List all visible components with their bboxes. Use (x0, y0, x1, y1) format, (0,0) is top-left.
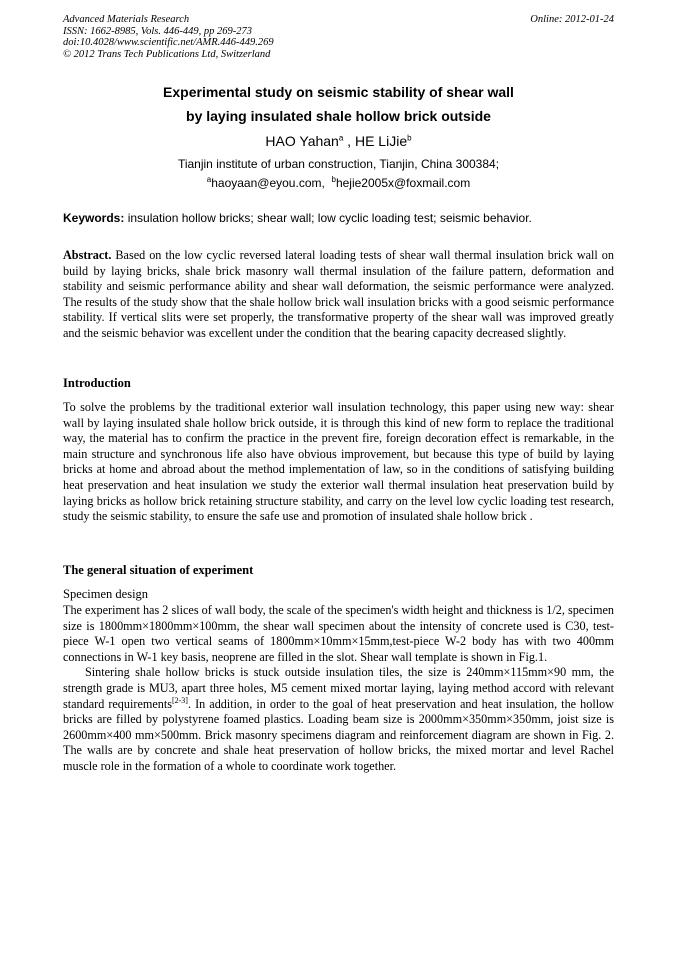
copyright-line: © 2012 Trans Tech Publications Ltd, Switzerland (63, 48, 271, 60)
introduction-paragraph: To solve the problems by the traditional exterior wall insulation technology, this paper using new way: shear wall by laying insulated shale hollow brick outside, it is through this kind of new form to replace the traditional way, the material has to confirm the practice in the prevent fire, foreign decoration effect is remarkable, in the main structure and synchronous life also have obvious improvement, but because this type of build by laying bricks at home and abroad about the method implementation of law, so in the conditions of satisfying building heat preservation and heat insulation we study the exterior wall thermal insulation heat preservation build by laying bricks as hollow brick retaining structure stability, and carry on the level low cyclic loading test research, study the seismic stability, to ensure the safe use and promotion of insulated shale hollow brick . (63, 400, 614, 524)
abstract (63, 248, 614, 342)
paper-title-line-1: Experimental study on seismic stability of shear wall (163, 84, 514, 100)
issn-line: ISSN: 1662-8985, Vols. 446-449, pp 269-273 (63, 25, 252, 37)
email-line (63, 174, 614, 192)
abstract-label: Abstract. (63, 248, 112, 262)
paper-title-line-2: by laying insulated shale hollow brick outside (186, 108, 491, 124)
email-b-sup: b (331, 175, 336, 184)
section-heading-introduction: Introduction (63, 376, 131, 390)
author-line (63, 131, 614, 151)
journal-header (63, 14, 614, 60)
keywords-label: Keywords: (63, 211, 125, 225)
title-block (63, 80, 614, 192)
general-paragraph-2 (63, 665, 614, 774)
email-a-sup: a (206, 175, 212, 184)
keywords-text: insulation hollow bricks; shear wall; low cyclic loading test; seismic behavior. (124, 211, 532, 225)
author-1: HAO Yahan (265, 133, 339, 149)
online-date: Online: 2012-01-24 (530, 14, 614, 25)
keywords (63, 210, 614, 226)
affiliation: Tianjin institute of urban construction, Tianjin, China 300384; (177, 157, 500, 171)
doi-line: doi:10.4028/www.scientific.net/AMR.446-449.269 (63, 37, 274, 49)
journal-name: Advanced Materials Research (63, 14, 190, 25)
general-paragraph-2-a: Sintering shale hollow bricks is stuck outside insulation tiles, the size is 240mm×115mm×90 mm, the strength grade is MU3, apart three holes, M5 cement mixed mortar laying, laying method accord with relevant standard requirements (63, 665, 614, 711)
author-2-sup: b (407, 133, 412, 143)
general-paragraph-2-b: . In addition, in order to the goal of heat preservation and heat insulation, the hollow bricks are filled by polystyrene foamed plastics. Loading beam size is 2000mm×350mm×350mm, joist size is 2600mm×400 mm×500mm. Brick masonry specimens diagram and reinforcement diagram are shown in Fig. 2. The walls are by concrete and shale heat preservation of hollow bricks, the mixed mortar and level Rachel muscle role in the formation of a whole to coordinate work together. (63, 696, 614, 773)
author-2: HE LiJie (354, 133, 408, 149)
subheading-specimen-design: Specimen design (63, 587, 149, 601)
email-a: haoyaan@eyou.com, (211, 176, 325, 190)
email-b: hejie2005x@foxmail.com (335, 176, 471, 190)
section-heading-general: The general situation of experiment (63, 563, 254, 577)
abstract-text: Based on the low cyclic reversed lateral loading tests of shear wall thermal insulation brick wall on build by laying bricks, shale brick masonry wall thermal insulation of the failure pattern, deformation and stability and seismic performance ability and shear wall deformation, the seismic performance were analyzed. The results of the study show that the shale hollow brick wall insulation bricks with a good seismic performance stability. If vertical slits were set properly, the transformative property of the shear wall was improved greatly and the seismic behavior was excellent under the condition that the bearing capacity decreased slightly. (63, 248, 614, 340)
general-paragraph-1: The experiment has 2 slices of wall body, the scale of the specimen's width height and thickness is 1/2, specimen size is 1800mm×1800mm×100mm, the shear wall specimen about the intensity of concrete used is C30, test-piece W-1 open two vertical seams of 1800mm×10mm×15mm,test-piece W-2 body has with two 400mm connections in W-1 key basis, neoprene are filled in the slot. Shear wall template is shown in Fig.1. (63, 603, 614, 664)
citation-ref: [2-3] (171, 695, 188, 705)
author-1-sup: a (338, 133, 344, 143)
introduction-section (63, 400, 614, 525)
general-section (63, 586, 614, 775)
author-separator: , (343, 133, 355, 149)
